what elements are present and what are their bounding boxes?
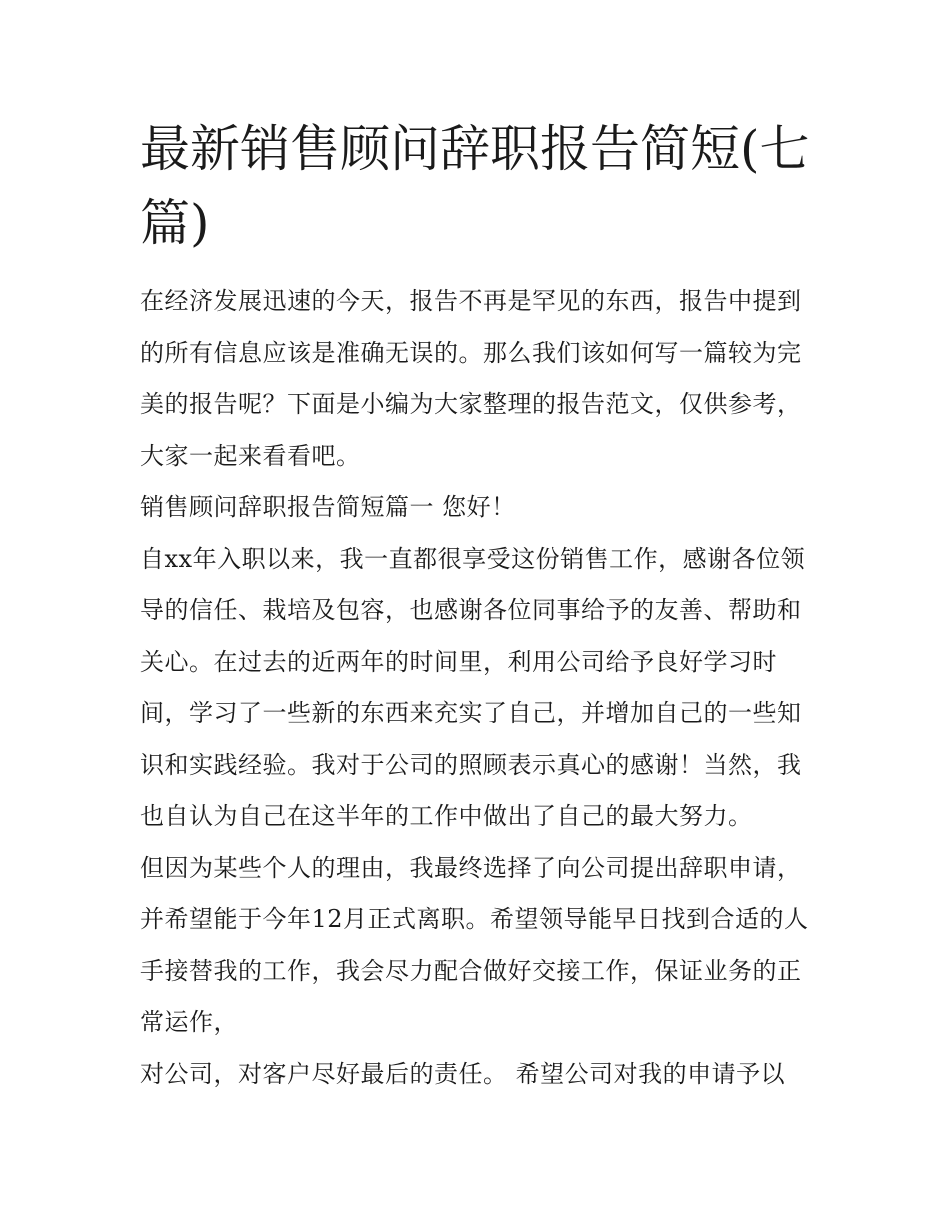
- paragraph-body: 对公司，对客户尽好最后的责任。 希望公司对我的申请予以: [140, 1059, 786, 1088]
- paragraph-body: 但因为某些个人的理由，我最终选择了向公司提出辞职申请，并希望能于今年12月正式离职。希望领导能早日找到合适的人手接替我的工作，我会尽力配合做好交接工作，保证业务的正常运作，: [140, 853, 809, 1036]
- paragraph-intro: 在经济发展迅速的今天，报告不再是罕见的东西，报告中提到的所有信息应该是准确无误的。那么我们该如何写一篇较为完美的报告呢？下面是小编为大家整理的报告范文，仅供参考，大家一起来看看吧。: [140, 287, 802, 470]
- document-body: [140, 276, 820, 1100]
- document-title: 最新销售顾问辞职报告简短(七篇): [140, 120, 810, 252]
- paragraph-section-heading: 销售顾问辞职报告简短篇一 您好！: [140, 493, 516, 521]
- paragraph-body: 自xx年入职以来，我一直都很享受这份销售工作，感谢各位领导的信任、栽培及包容，也感谢各位同事给予的友善、帮助和关心。在过去的近两年的时间里，利用公司给予良好学习时间，学习了一些新的东西来充实了自己，并增加自己的一些知识和实践经验。我对于公司的照顾表示真心的感谢！当然，我也自认为自己在这半年的工作中做出了自己的最大努力。: [140, 544, 806, 830]
